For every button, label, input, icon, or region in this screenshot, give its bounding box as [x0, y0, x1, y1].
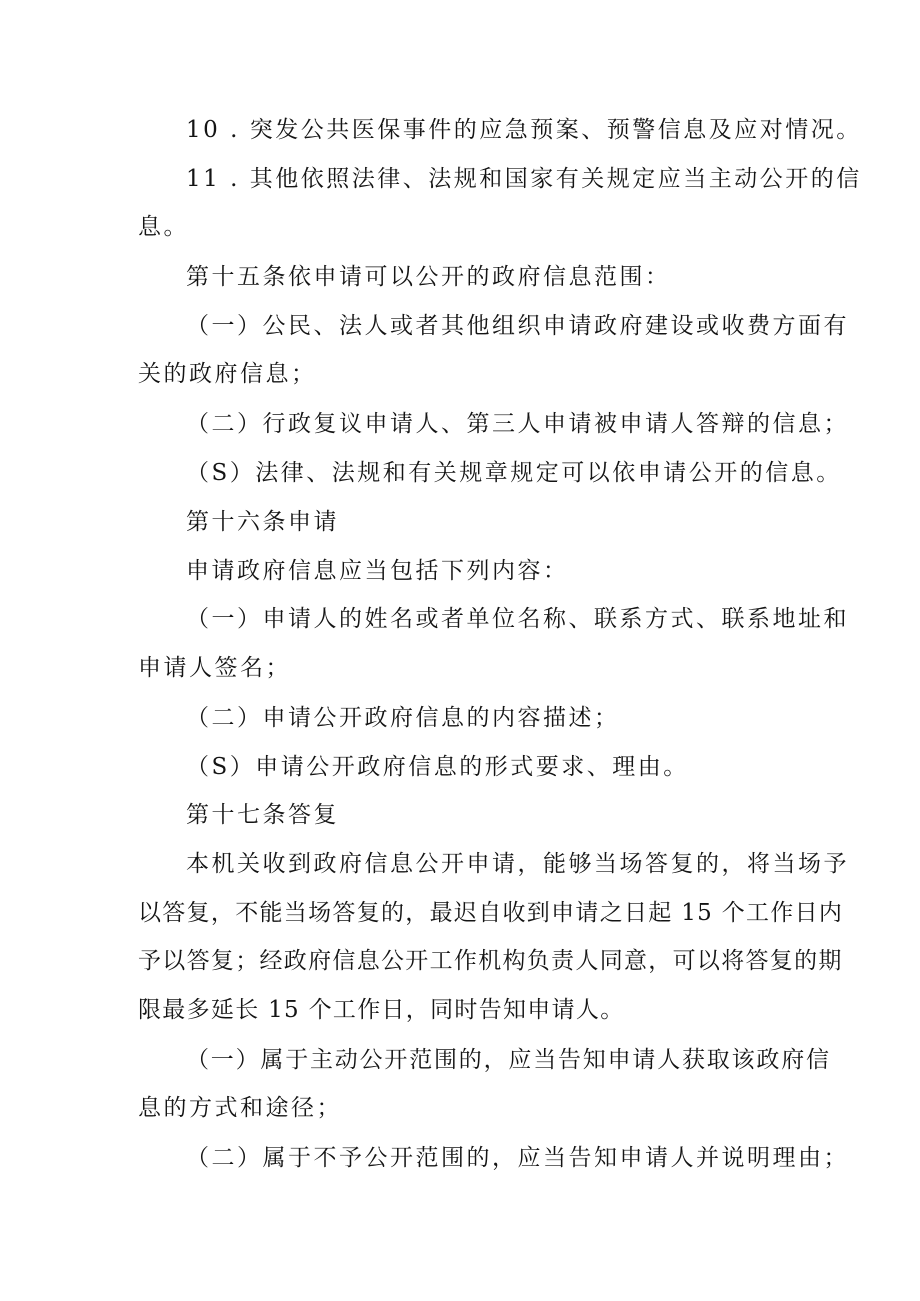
article-17-item-2: （二）属于不予公开范围的，应当告知申请人并说明理由；: [186, 1145, 849, 1171]
article-17-body-line-1: 本机关收到政府信息公开申请，能够当场答复的，将当场予: [186, 851, 849, 877]
article-17-body-line-2: 以答复，不能当场答复的，最迟自收到申请之日起 15 个工作日内: [138, 900, 844, 926]
article-16-item-3: （S）申请公开政府信息的形式要求、理由。: [186, 754, 689, 780]
article-15-item-3: （S）法律、法规和有关规章规定可以依申请公开的信息。: [186, 460, 842, 486]
article-15-item-1-line-2: 关的政府信息；: [138, 361, 317, 387]
article-17-body-line-4: 限最多延长 15 个工作日，同时告知申请人。: [138, 997, 625, 1023]
article-17-body-line-3: 予以答复；经政府信息公开工作机构负责人同意，可以将答复的期: [138, 948, 843, 974]
article-17-item-1-line-2: 息的方式和途径；: [138, 1095, 342, 1121]
item-10-line: 10 . 突发公共医保事件的应急预案、预警信息及应对情况。: [186, 117, 862, 143]
article-15-item-1-line-1: （一）公民、法人或者其他组织申请政府建设或收费方面有: [186, 313, 849, 339]
article-15-heading: 第十五条依申请可以公开的政府信息范围：: [186, 264, 671, 290]
item-11-line-1: 11 . 其他依照法律、法规和国家有关规定应当主动公开的信: [186, 166, 862, 192]
article-16-item-2: （二）申请公开政府信息的内容描述；: [186, 705, 620, 731]
item-11-line-2: 息。: [138, 214, 189, 240]
article-16-item-1-line-2: 申请人签名；: [138, 655, 291, 681]
article-16-intro: 申请政府信息应当包括下列内容：: [186, 558, 569, 584]
article-15-item-2: （二）行政复议申请人、第三人申请被申请人答辩的信息；: [186, 411, 849, 437]
article-17-heading: 第十七条答复: [186, 802, 339, 828]
article-16-item-1-line-1: （一）申请人的姓名或者单位名称、联系方式、联系地址和: [186, 606, 849, 632]
article-16-heading: 第十六条申请: [186, 509, 339, 535]
article-17-item-1-line-1: （一）属于主动公开范围的，应当告知申请人获取该政府信: [186, 1047, 831, 1073]
